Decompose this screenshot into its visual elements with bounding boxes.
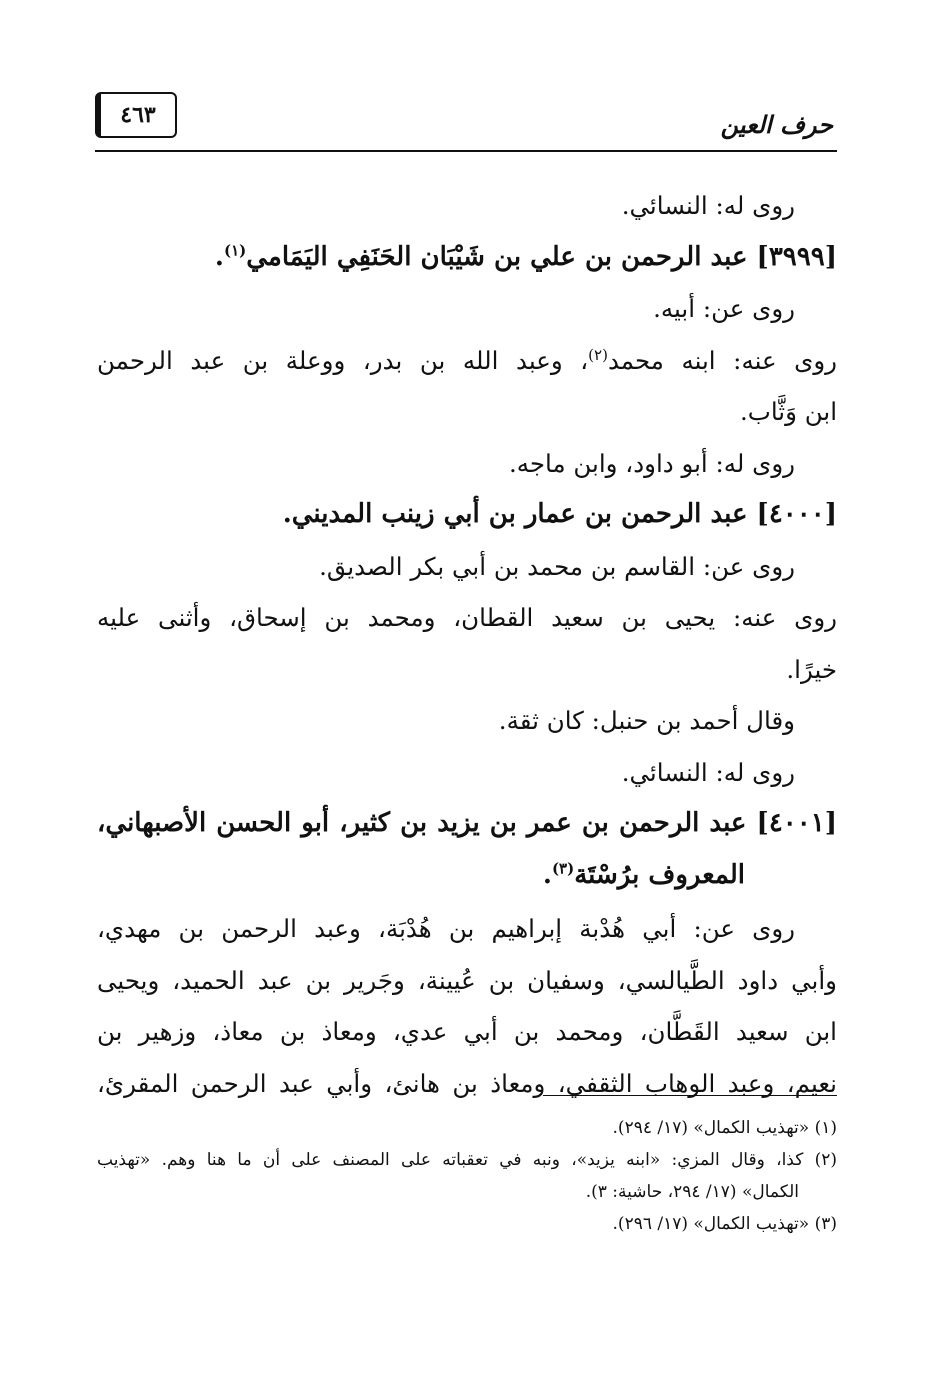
page-header xyxy=(95,92,837,152)
footnote-ref-2[interactable]: (٢) xyxy=(588,345,608,364)
text-line: روى له: أبو داود، وابن ماجه. xyxy=(508,448,795,478)
footnotes xyxy=(97,1112,837,1240)
footnote-divider xyxy=(543,1095,837,1096)
footnote-ref-1[interactable]: (١) xyxy=(223,240,247,259)
entry-heading-3999: [٣٩٩٩] عبد الرحمن بن علي بن شَيْبَان الحَنَفِي اليَمَامي$^{(١)}$. xyxy=(214,240,837,272)
text-line: روى له: النسائي. xyxy=(621,191,795,220)
entry-heading-text: المعروف برُسْتَة xyxy=(574,859,745,890)
text-line: روى عن: القاسم بن محمد بن أبي بكر الصديق. xyxy=(319,551,795,581)
entry-heading-4001-cont: المعروف برُسْتَة$^{(٣)}$. xyxy=(542,858,745,890)
footnote-2: (٢) كذا، وقال المزي: «ابنه يزيد»، ونبه في تعقباته على المصنف على أن ما هنا وهم. «تهذيب xyxy=(97,1150,837,1170)
text-line: خيرًا. xyxy=(786,654,837,684)
entry-heading-4000: [٤٠٠٠] عبد الرحمن بن عمار بن أبي زينب المديني. xyxy=(282,499,837,529)
text-line: روى عن: أبيه. xyxy=(653,294,795,323)
text-line: روى له: النسائي. xyxy=(621,757,795,787)
footnote-2-cont: الكمال» (١٧/ ٢٩٤، حاشية: ٣). xyxy=(585,1182,799,1202)
text-span: ، وعبد الله بن بدر، ووعلة بن عبد الرحمن xyxy=(97,345,589,375)
page-number: ٤٦٣ xyxy=(95,92,177,138)
text-span: روى عنه: ابنه محمد xyxy=(607,345,837,375)
footnote-1: (١) «تهذيب الكمال» (١٧/ ٢٩٤). xyxy=(612,1118,837,1138)
main-text xyxy=(97,180,837,1109)
footnote-3: (٣) «تهذيب الكمال» (١٧/ ٢٩٦). xyxy=(612,1214,837,1234)
text-line: روى عنه: يحيى بن سعيد القطان، ومحمد بن إسحاق، وأثنى عليه xyxy=(97,603,837,632)
entry-heading-text: [٣٩٩٩] عبد الرحمن بن علي بن شَيْبَان الحَنَفِي اليَمَامي xyxy=(246,241,837,272)
text-line: وأبي داود الطَّيالسي، وسفيان بن عُيينة، وجَرير بن عبد الحميد، ويحيى xyxy=(97,965,837,995)
text-line: روى عن: أبي هُدْبة إبراهيم بن هُدْبَة، وعبد الرحمن بن مهدي، xyxy=(97,914,795,943)
entry-heading-4001: [٤٠٠١] عبد الرحمن بن عمر بن يزيد بن كثير، أبو الحسن الأصبهاني، xyxy=(97,808,837,838)
text-line: ابن سعيد القَطَّان، ومحمد بن أبي عدي، ومعاذ بن معاذ، وزهير بن xyxy=(97,1017,837,1046)
text-line: ابن وَثَّاب. xyxy=(739,397,837,426)
text-line xyxy=(97,335,837,387)
running-title: حرف العين xyxy=(720,110,833,139)
text-line: وقال أحمد بن حنبل: كان ثقة. xyxy=(498,706,795,735)
footnote-ref-3[interactable]: (٣) xyxy=(551,858,575,877)
text-line: نعيم، وعبد الوهاب الثقفي، ومعاذ بن هانئ، وأبي عبد الرحمن المقرئ، xyxy=(97,1068,837,1098)
